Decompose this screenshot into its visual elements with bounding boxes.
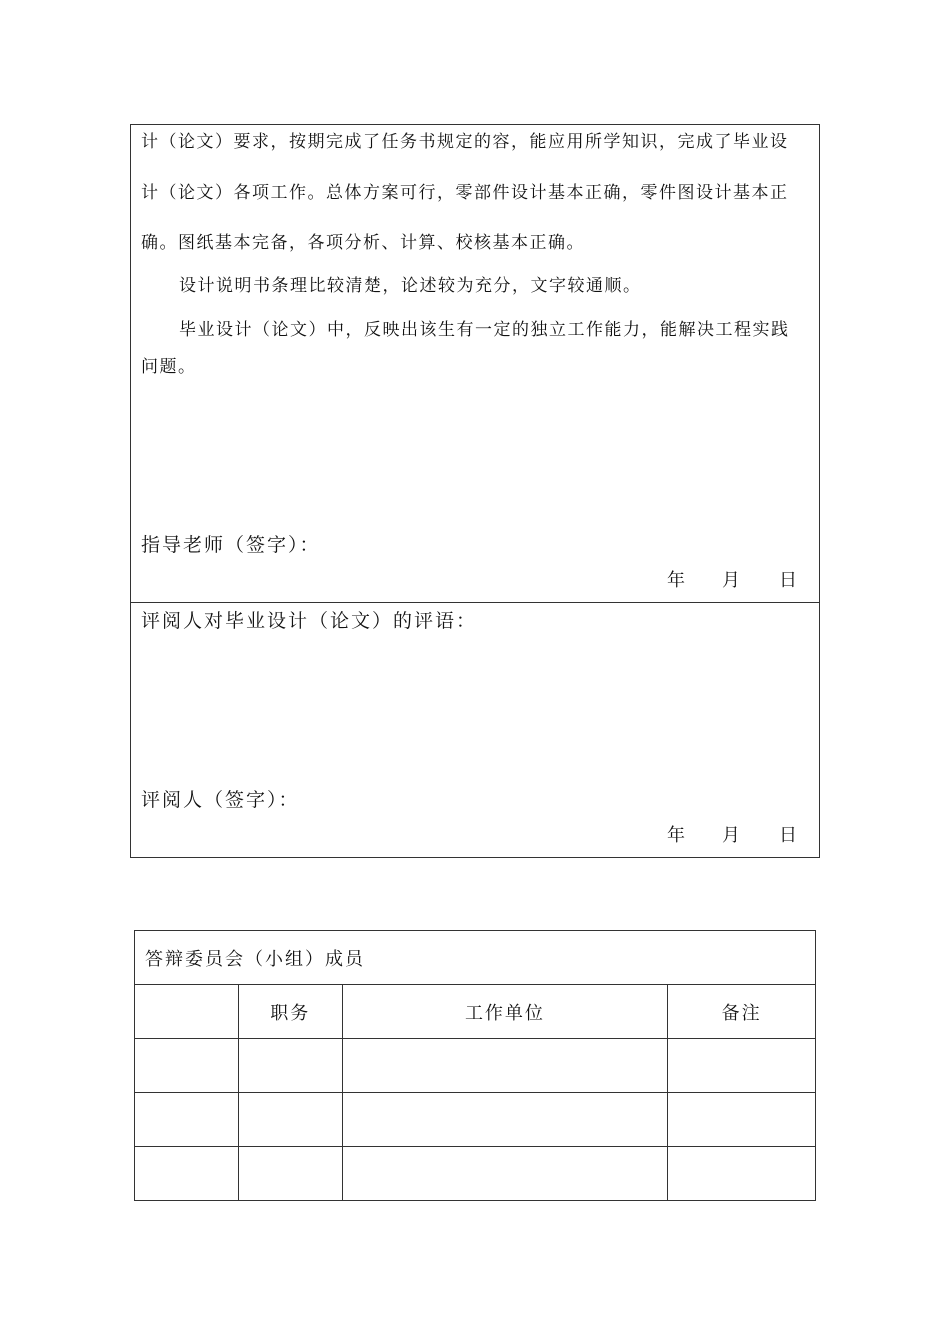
advisor-comment-line-2: 计（论文）各项工作。总体方案可行，零部件设计基本正确，零件图设计基本正: [141, 183, 789, 203]
reviewer-comment-heading: 评阅人对毕业设计（论文）的评语：: [141, 610, 478, 632]
table-row: [135, 1147, 816, 1201]
advisor-comment-line-3: 确。图纸基本完备，各项分析、计算、校核基本正确。: [141, 233, 585, 253]
header-cell-remarks: 备注: [668, 985, 816, 1039]
table-cell[interactable]: [238, 1039, 342, 1093]
table-row: [135, 1093, 816, 1147]
header-cell-workplace: 工作单位: [342, 985, 668, 1039]
advisor-date-month: 月: [722, 570, 740, 591]
table-cell[interactable]: [135, 1039, 239, 1093]
table-cell[interactable]: [135, 1093, 239, 1147]
table-cell[interactable]: [668, 1039, 816, 1093]
advisor-date-day: 日: [779, 570, 797, 591]
table-cell[interactable]: [238, 1093, 342, 1147]
advisor-comment-line-6: 问题。: [141, 357, 197, 377]
table-title-row: [135, 931, 816, 985]
advisor-comment-line-4: 设计说明书条理比较清楚，论述较为充分，文字较通顺。: [179, 276, 642, 296]
table-cell[interactable]: [238, 1147, 342, 1201]
table-cell[interactable]: [668, 1093, 816, 1147]
table-cell[interactable]: [342, 1147, 668, 1201]
table-cell[interactable]: [135, 1147, 239, 1201]
advisor-signature-label: 指导老师（签字）：: [141, 534, 321, 556]
table-header-row: [135, 985, 816, 1039]
table-cell[interactable]: [668, 1147, 816, 1201]
table-cell[interactable]: [342, 1039, 668, 1093]
reviewer-date-year: 年: [667, 825, 685, 846]
advisor-comment-line-5: 毕业设计（论文）中，反映出该生有一定的独立工作能力，能解决工程实践: [179, 320, 790, 340]
header-cell-position: 职务: [238, 985, 342, 1039]
committee-members-table: [134, 930, 816, 1201]
table-row: [135, 1039, 816, 1093]
table-cell[interactable]: [342, 1093, 668, 1147]
reviewer-date-day: 日: [779, 825, 797, 846]
advisor-comment-line-1: 计（论文）要求，按期完成了任务书规定的容，能应用所学知识，完成了毕业设: [141, 132, 789, 152]
reviewer-signature-label: 评阅人（签字）：: [141, 789, 300, 811]
header-cell-name: [135, 985, 239, 1039]
section-divider: [130, 602, 820, 603]
reviewer-date-month: 月: [722, 825, 740, 846]
committee-table-title: 答辩委员会（小组）成员: [135, 931, 816, 985]
advisor-date-year: 年: [667, 570, 685, 591]
